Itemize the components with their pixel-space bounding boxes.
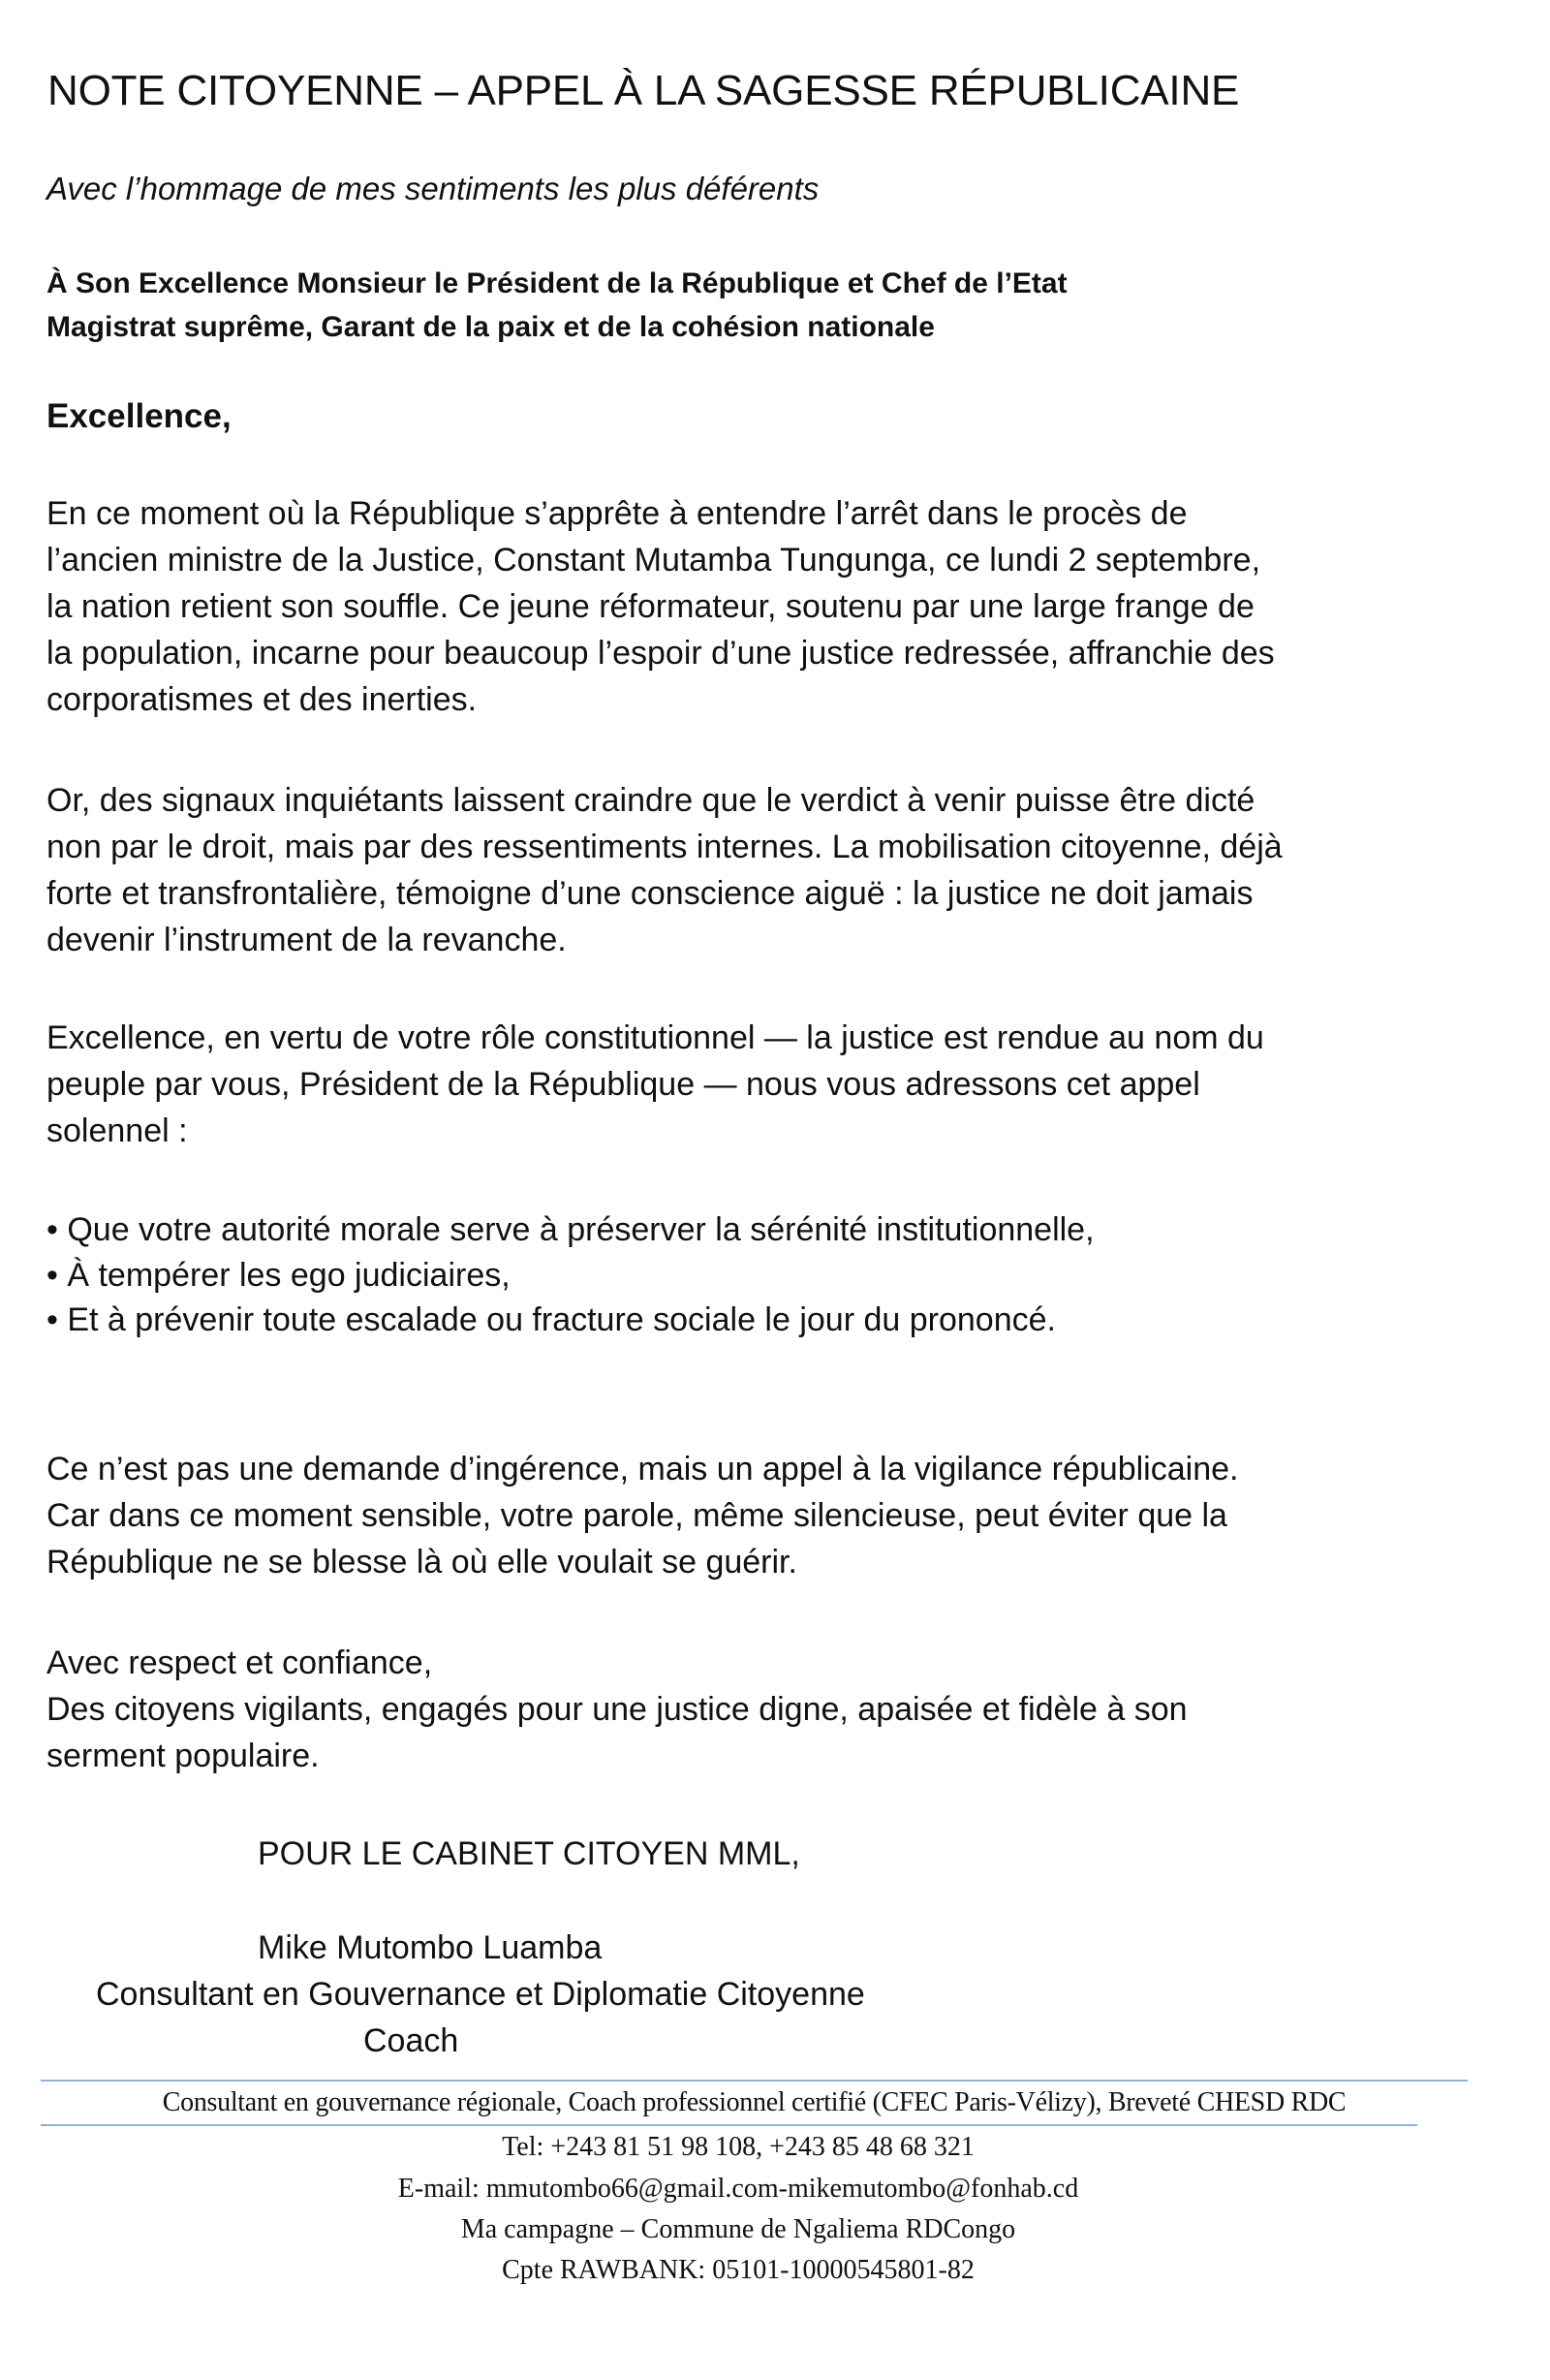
document-title: NOTE CITOYENNE – APPEL À LA SAGESSE RÉPUBLICAINE [47,67,1240,114]
addressee-block [46,262,1068,349]
footer-bottom-rule [41,2124,1417,2126]
paragraph-line: solennel : [46,1112,188,1149]
closing-line: Avec respect et confiance, [46,1644,433,1681]
paragraph-line: Excellence, en vertu de votre rôle constitutionnel — la justice est rendue au nom du [46,1019,1264,1056]
appeal-bullet-list [46,1207,1095,1343]
closing-block [46,1640,1188,1779]
paragraph-line: forte et transfrontalière, témoigne d’une conscience aiguë : la justice ne doit jamais [46,875,1254,912]
paragraph-line: Or, des signaux inquiétants laissent craindre que le verdict à venir puisse être dicté [46,782,1256,819]
footer-email: E-mail: mmutombo66@gmail.com-mikemutombo@fonhab.cd [397,2174,1079,2204]
paragraph-line: la nation retient son souffle. Ce jeune réformateur, soutenu par une large frange de [46,588,1255,625]
paragraph-line: corporatismes et des inerties. [46,681,478,718]
footer-campaign: Ma campagne – Commune de Ngaliema RDCongo [460,2214,1016,2244]
paragraph-line: Ce n’est pas une demande d’ingérence, mais un appel à la vigilance républicaine. [46,1451,1239,1488]
footer-bank-account: Cpte RAWBANK: 05101-10000545801-82 [502,2255,975,2285]
paragraph-line: République ne se blesse là où elle voulait se guérir. [46,1544,797,1581]
signature-role: Consultant en Gouvernance et Diplomatie Citoyenne [96,1976,865,2013]
footer-phone: Tel: +243 81 51 98 108, +243 85 48 68 321 [502,2132,975,2162]
paragraph-line: Car dans ce moment sensible, votre parole, même silencieuse, peut éviter que la [46,1497,1227,1534]
closing-line: Des citoyens vigilants, engagés pour une justice digne, apaisée et fidèle à son [46,1691,1188,1728]
opening-salutation: Excellence, [46,397,232,435]
tribute-line: Avec l’hommage de mes sentiments les plus déférents [46,171,820,206]
signature-cabinet: POUR LE CABINET CITOYEN MML, [258,1835,800,1872]
bullet-item: • Que votre autorité morale serve à préserver la sérénité institutionnelle, [46,1211,1095,1248]
paragraph-line: l’ancien ministre de la Justice, Constant Mutamba Tungunga, ce lundi 2 septembre, [46,542,1261,579]
bullet-item: • À tempérer les ego judiciaires, [46,1256,511,1294]
paragraph-line: devenir l’instrument de la revanche. [46,922,567,958]
paragraph-line: peuple par vous, Président de la République — nous vous adressons cet appel [46,1066,1200,1103]
paragraph-line: non par le droit, mais par des ressentiments internes. La mobilisation citoyenne, déjà [46,829,1283,865]
paragraph-line: la population, incarne pour beaucoup l’espoir d’une justice redressée, affranchie des [46,635,1275,672]
signature-subrole: Coach [363,2022,459,2059]
signature-name: Mike Mutombo Luamba [258,1929,603,1966]
paragraph-3 [46,1015,1264,1154]
addressee-line: À Son Excellence Monsieur le Président de la République et Chef de l’Etat [46,267,1068,299]
paragraph-4 [46,1446,1238,1585]
paragraph-2 [46,777,1283,963]
bullet-item: • Et à prévenir toute escalade ou fracture sociale le jour du prononcé. [46,1301,1056,1338]
closing-line: serment populaire. [46,1738,320,1774]
footer-top-rule [41,2080,1468,2082]
footer-credentials: Consultant en gouvernance régionale, Coach professionnel certifié (CFEC Paris-Vélizy), Breveté CHESD RDC [162,2087,1347,2117]
paragraph-1 [46,490,1275,723]
addressee-line: Magistrat suprême, Garant de la paix et de la cohésion nationale [46,311,935,343]
paragraph-line: En ce moment où la République s’apprête à entendre l’arrêt dans le procès de [46,495,1188,532]
